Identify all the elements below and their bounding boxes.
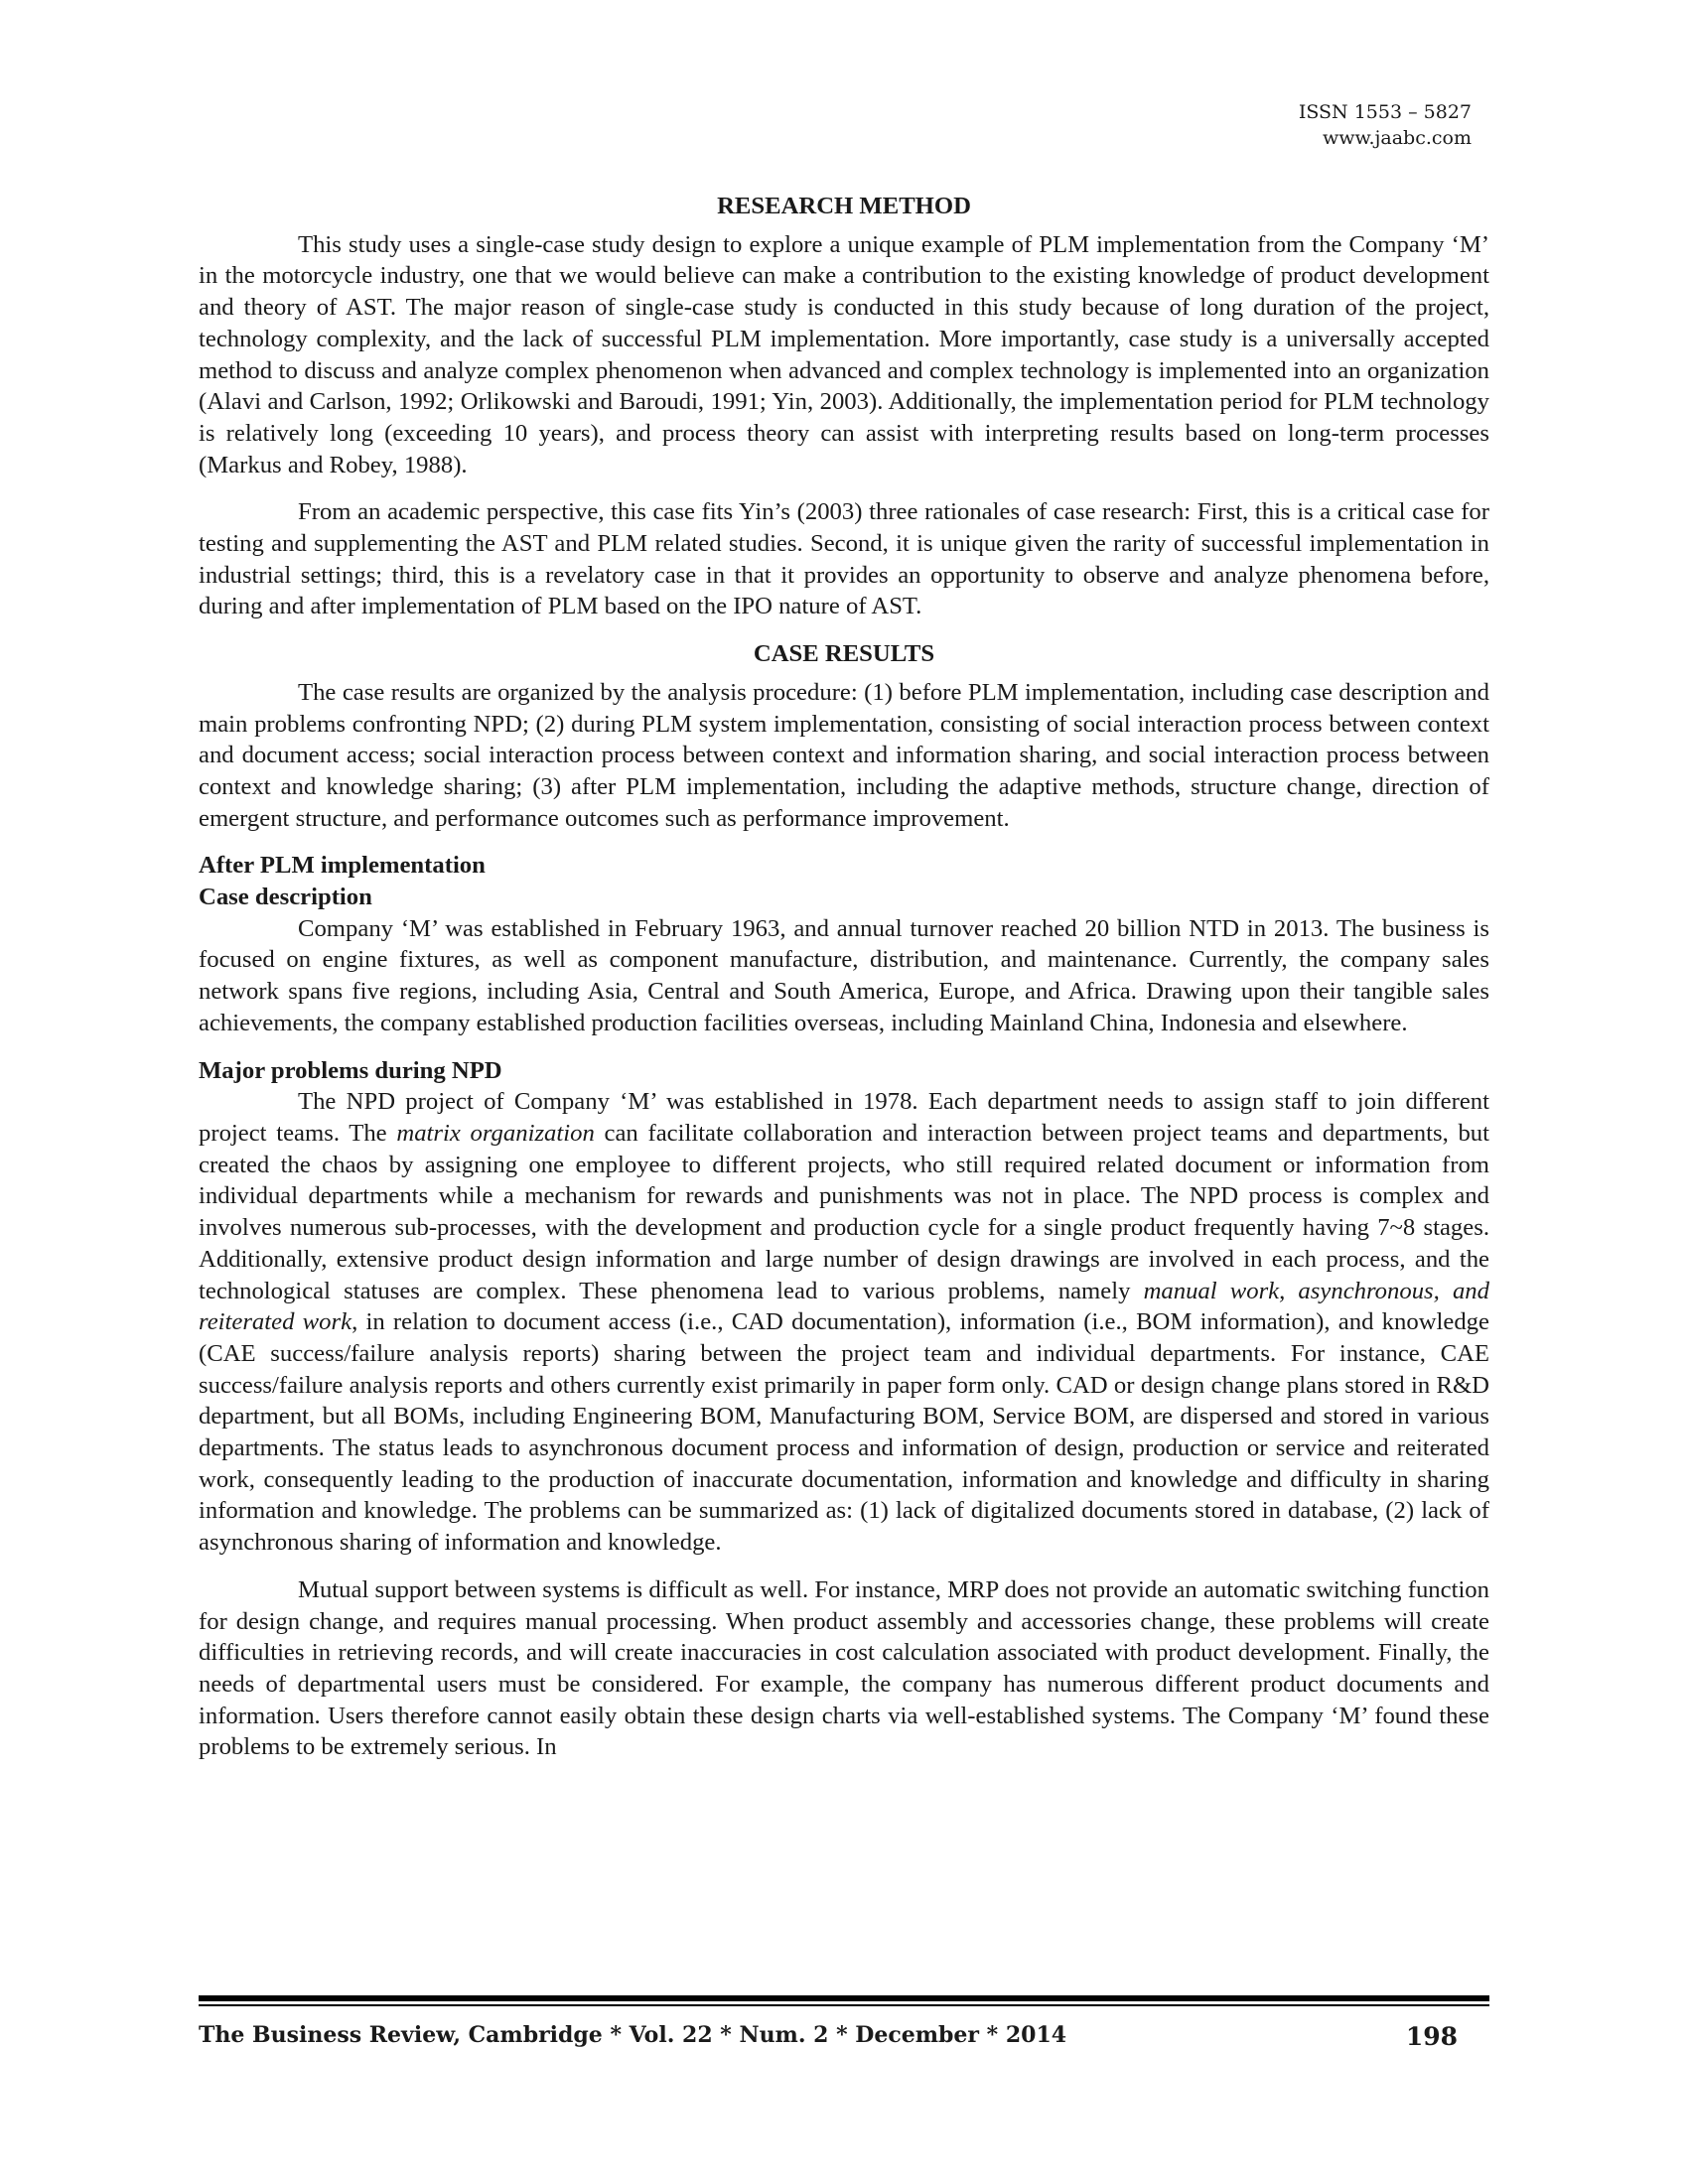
journal-citation: The Business Review, Cambridge * Vol. 22 * Num. 2 * December * 2014 [199, 2022, 1067, 2048]
matrix-organization-emphasis: matrix organization [396, 1119, 595, 1147]
website-label: www.jaabc.com [1322, 127, 1472, 149]
major-problems-paragraph-1 [199, 1086, 1489, 1559]
page-footer [199, 2022, 1458, 2051]
page-number: 198 [1405, 2022, 1458, 2051]
case-description-heading: Case description [199, 884, 372, 911]
article-body [199, 191, 1489, 1763]
research-method-paragraph-2: From an academic perspective, this case fits Yin’s (2003) three rationales of case research: First, this is a critical case for testing and supplementing the AST and PLM related studies. Second, it is unique given the rarity of successful implementation in industrial settings; third, this is a revelatory case in that it provides an opportunity to observe and analyze phenomena before, during and after implementation of PLM based on the IPO nature of AST. [199, 498, 1489, 620]
after-plm-heading: After PLM implementation [199, 852, 486, 880]
major-problems-text-c: , in relation to document access (i.e., CAD documentation), information (i.e., BOM information), and knowledge (CAE success/failure analysis reports) sharing between the project team and individual departments. For instance, CAE success/failure analysis reports and others currently exist primarily in paper form only. CAD or design change plans stored in R&D department, but all BOMs, including Engineering BOM, Manufacturing BOM, Service BOM, are dispersed and stored in various departments. The status leads to asynchronous document process and information of design, production or service and reiterated work, consequently leading to the production of inaccurate documentation, information and knowledge and difficulty in sharing information and knowledge. The problems can be summarized as: (1) lack of digitalized documents stored in database, (2) lack of asynchronous sharing of information and knowledge. [199, 1308, 1489, 1557]
page-header [1299, 99, 1472, 151]
footer-rule-thin [199, 2004, 1489, 2006]
major-problems-paragraph-2: Mutual support between systems is difficult as well. For instance, MRP does not provide an automatic switching function for design change, and requires manual processing. When product assembly and accessories change, these problems will create difficulties in retrieving records, and will create inaccuracies in cost calculation associated with product development. Finally, the needs of departmental users must be considered. For example, the company has numerous different product documents and information. Users therefore cannot easily obtain these design charts via well-established systems. The Company ‘M’ found these problems to be extremely serious. In [199, 1575, 1489, 1761]
research-method-heading: RESEARCH METHOD [717, 193, 971, 219]
issn-label: ISSN 1553 – 5827 [1298, 101, 1472, 123]
case-results-heading: CASE RESULTS [753, 640, 935, 668]
case-results-paragraph: The case results are organized by the analysis procedure: (1) before PLM implementation, including case description and main problems confronting NPD; (2) during PLM system implementation, consisting of social interaction process between context and document access; social interaction process between context and information sharing, and social interaction process between context and knowledge sharing; (3) after PLM implementation, including the adaptive methods, structure change, direction of emergent structure, and performance outcomes such as performance improvement. [199, 678, 1489, 832]
major-problems-text-b: can facilitate collaboration and interaction between project teams and departments, but created the chaos by assigning one employee to different projects, who still required related document or information from individual departments while a mechanism for rewards and punishments was not in place. The NPD process is complex and involves numerous sub-processes, with the development and production cycle for a single product frequently having 7~8 stages. Additionally, extensive product design information and large number of design drawings are involved in each process, and the technological statuses are complex. These phenomena lead to various problems, namely [199, 1119, 1490, 1304]
major-problems-heading: Major problems during NPD [199, 1056, 502, 1084]
major-problems-text-a: The NPD project of Company ‘M’ was established in 1978. Each department needs to assign staff to join different project teams. The [199, 1088, 1489, 1147]
research-method-paragraph-1: This study uses a single-case study design to explore a unique example of PLM implementation from the Company ‘M’ in the motorcycle industry, one that we would believe can make a contribution to the existing knowledge of product development and theory of AST. The major reason of single-case study is conducted in this study because of long duration of the project, technology complexity, and the lack of successful PLM implementation. More importantly, case study is a universally accepted method to discuss and analyze complex phenomenon when advanced and complex technology is implemented into an organization (Alavi and Carlson, 1992; Orlikowski and Baroudi, 1991; Yin, 2003). Additionally, the implementation period for PLM technology is relatively long (exceeding 10 years), and process theory can assist with interpreting results based on long-term processes (Markus and Robey, 1988). [199, 230, 1489, 478]
footer-rule-thick [199, 1995, 1489, 2001]
case-description-paragraph: Company ‘M’ was established in February 1963, and annual turnover reached 20 billion NTD in 2013. The business is focused on engine fixtures, as well as component manufacture, distribution, and maintenance. Currently, the company sales network spans five regions, including Asia, Central and South America, Europe, and Africa. Drawing upon their tangible sales achievements, the company established production facilities overseas, including Mainland China, Indonesia and elsewhere. [199, 914, 1489, 1036]
problems-list-emphasis: manual work, asynchronous, and reiterated work [199, 1277, 1489, 1336]
